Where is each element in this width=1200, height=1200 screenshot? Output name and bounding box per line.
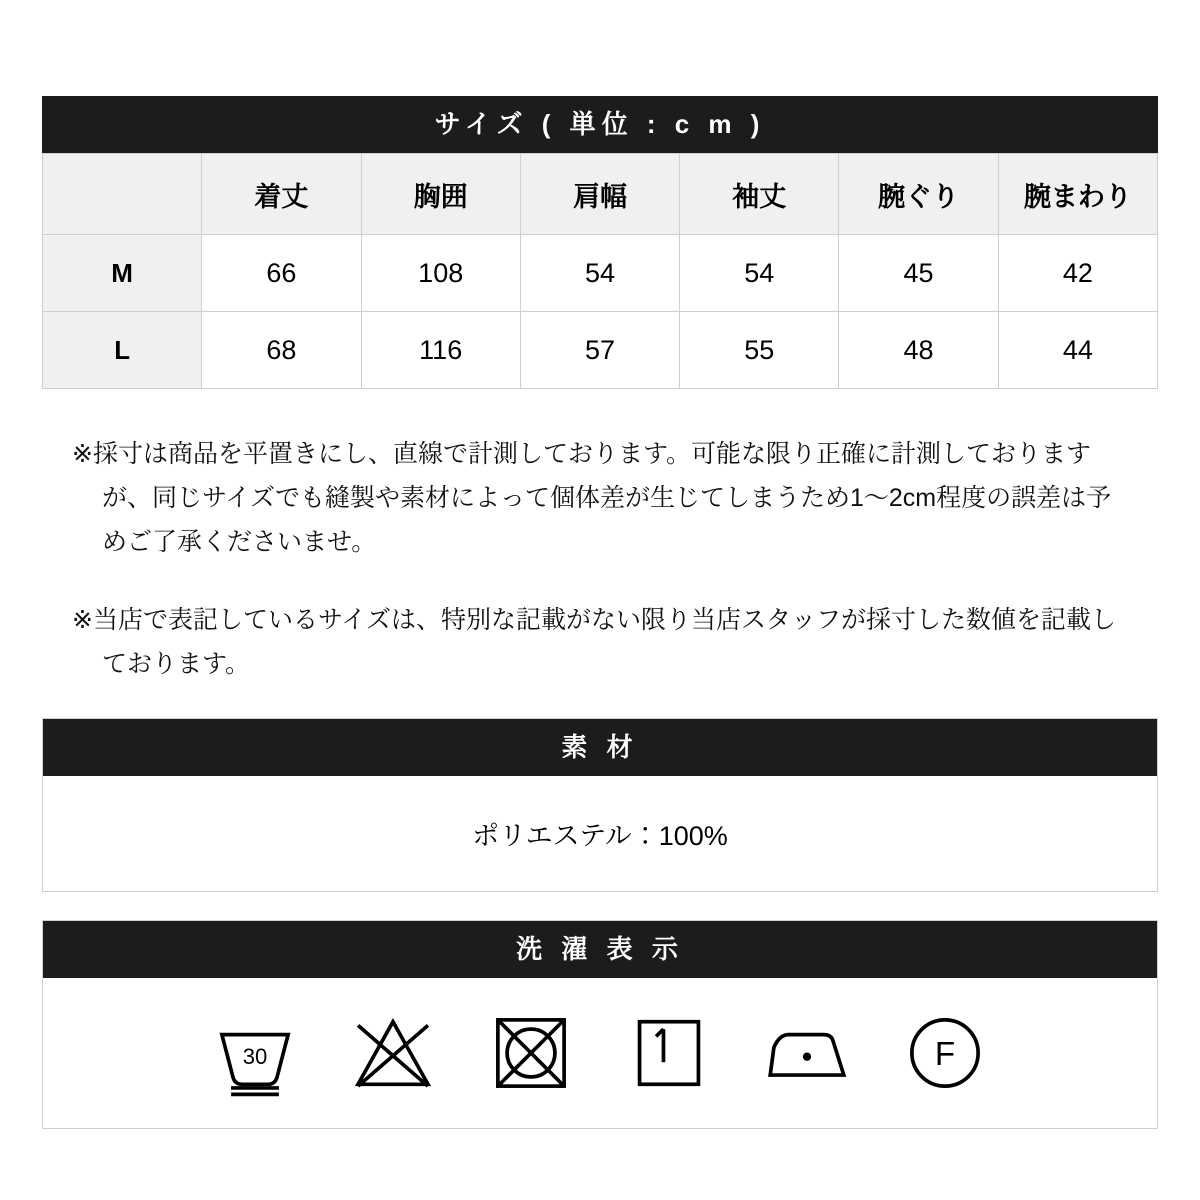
size-column-corner (43, 154, 202, 235)
cell-l-bust: 116 (361, 312, 520, 389)
table-row (43, 312, 1158, 389)
wash-care-section-title: 洗 濯 表 示 (43, 921, 1157, 978)
svg-text:30: 30 (242, 1044, 268, 1070)
wash-care-section (42, 920, 1158, 1129)
wash-30-icon (209, 1007, 301, 1099)
table-header-row (43, 154, 1158, 235)
cell-l-length: 68 (202, 312, 361, 389)
cell-l-shoulder: 57 (520, 312, 679, 389)
column-header-sleeve: 袖丈 (680, 154, 839, 235)
column-header-shoulder: 肩幅 (520, 154, 679, 235)
table-row (43, 235, 1158, 312)
cell-l-sleeve: 55 (680, 312, 839, 389)
svg-text:F: F (934, 1035, 956, 1073)
dry-clean-f-icon (899, 1007, 991, 1099)
no-tumble-dry-icon (485, 1007, 577, 1099)
size-table (42, 153, 1158, 389)
size-section (42, 96, 1158, 389)
cell-m-shoulder: 54 (520, 235, 679, 312)
cell-l-arm-circumference: 44 (998, 312, 1157, 389)
column-header-armhole: 腕ぐり (839, 154, 998, 235)
iron-low-icon (761, 1007, 853, 1099)
cell-l-armhole: 48 (839, 312, 998, 389)
material-value-wrapper (43, 776, 1157, 891)
note-measurement (72, 432, 1132, 564)
material-section (42, 718, 1158, 892)
drip-dry-hang-icon (623, 1007, 715, 1099)
column-header-arm-circumference: 腕まわり (998, 154, 1157, 235)
cell-m-sleeve: 54 (680, 235, 839, 312)
size-section-title: サイズ ( 単位 : c m ) (42, 96, 1158, 153)
note-staff-measured (72, 598, 1132, 686)
column-header-length: 着丈 (202, 154, 361, 235)
row-label-l: L (43, 312, 202, 389)
note-measurement-text: ※採寸は商品を平置きにし、直線で計測しております。可能な限り正確に計測しておりますが、同じサイズでも縫製や素材によって個体差が生じてしまうため1〜2cm程度の誤差は予めご了承くださいませ。 (72, 440, 1112, 556)
no-bleach-icon (347, 1007, 439, 1099)
material-section-title: 素 材 (43, 719, 1157, 776)
cell-m-armhole: 45 (839, 235, 998, 312)
cell-m-arm-circumference: 42 (998, 235, 1157, 312)
note-staff-measured-text: ※当店で表記しているサイズは、特別な記載がない限り当店スタッフが採寸した数値を記載しております。 (72, 606, 1116, 678)
material-value: ポリエステル：100% (472, 821, 728, 851)
notes-section (72, 432, 1132, 720)
cell-m-length: 66 (202, 235, 361, 312)
row-label-m: M (43, 235, 202, 312)
cell-m-bust: 108 (361, 235, 520, 312)
wash-icon-row (43, 978, 1157, 1128)
column-header-bust: 胸囲 (361, 154, 520, 235)
